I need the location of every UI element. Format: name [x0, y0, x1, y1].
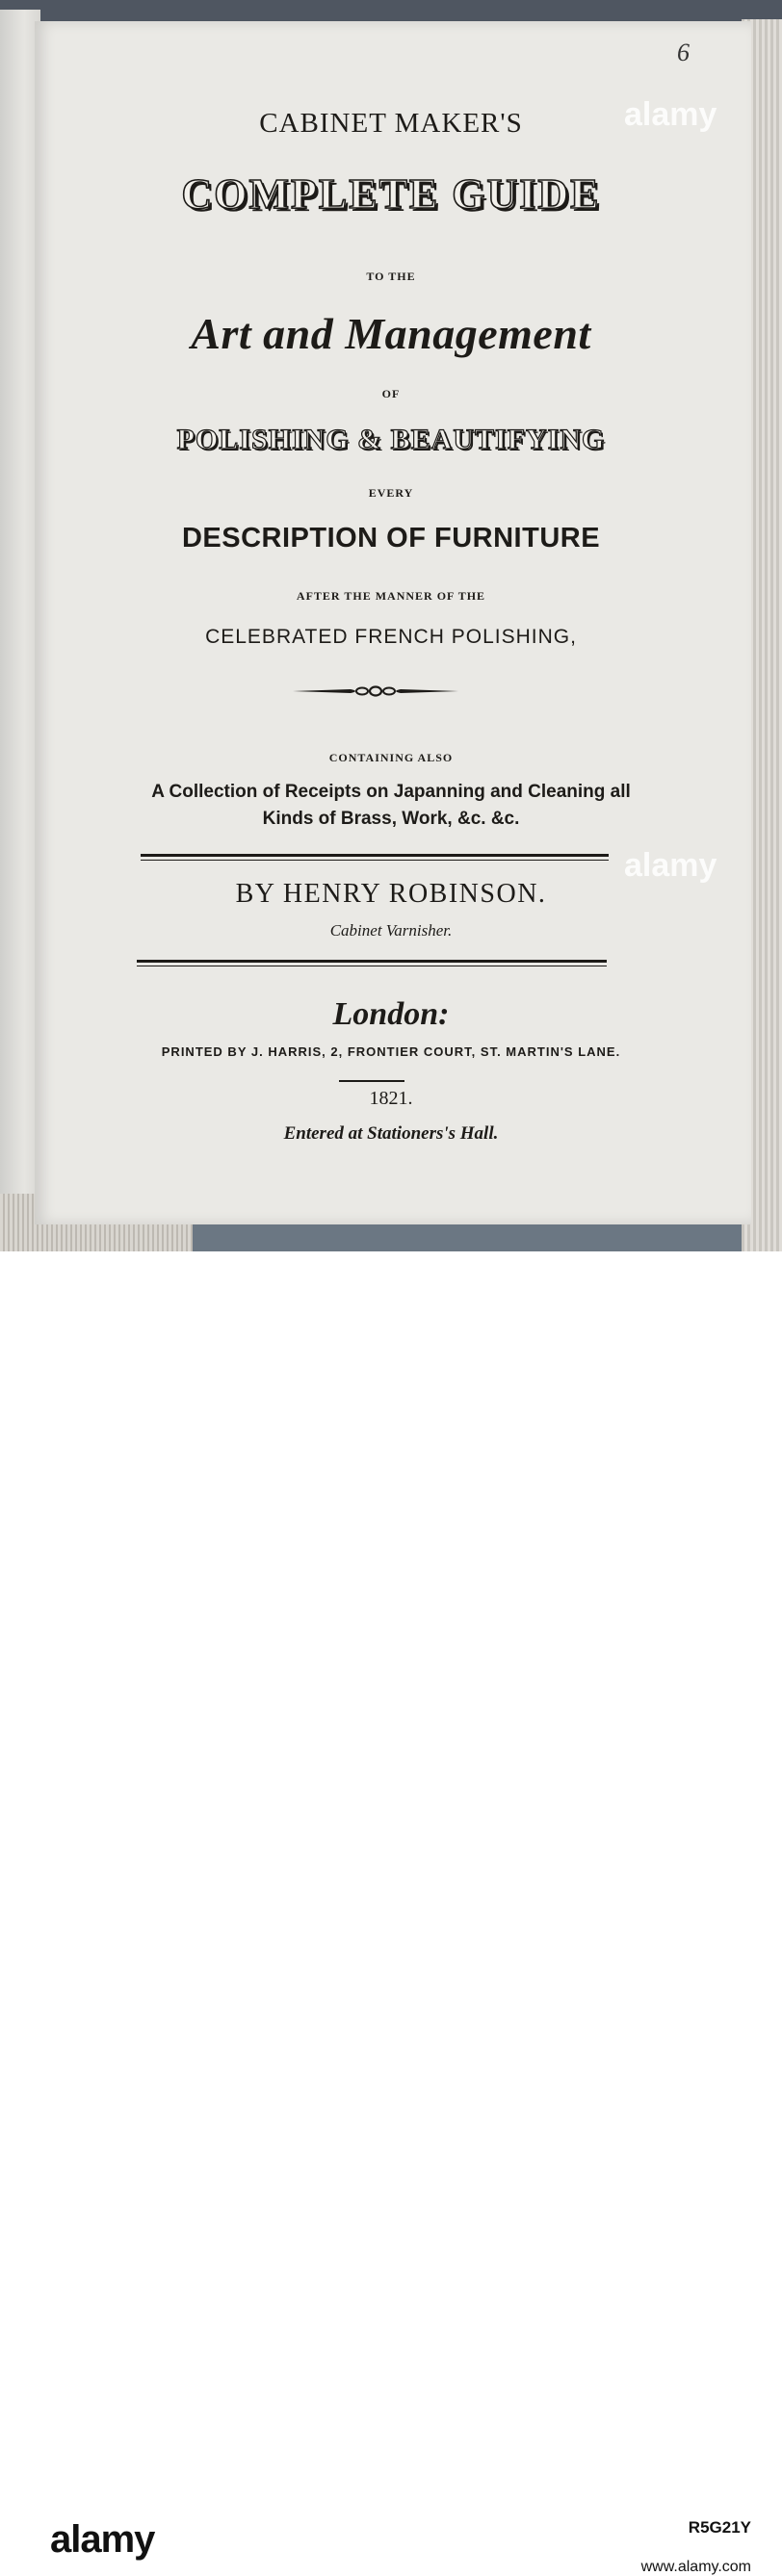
image-info: [616, 2518, 751, 2576]
imprint-printer: PRINTED BY J. HARRIS, 2, FRONTIER COURT, ST. MARTIN'S LANE.: [161, 1044, 621, 1059]
title-line-3: TO THE: [366, 270, 416, 283]
rule-bottom: [137, 960, 607, 963]
site-url: www.alamy.com: [640, 2559, 751, 2575]
imprint-year: 1821.: [369, 1088, 413, 1109]
title-line-1: CABINET MAKER'S: [259, 108, 523, 139]
book-photo: [0, 0, 782, 1251]
author-role: Cabinet Varnisher.: [329, 921, 453, 940]
page-number: 6: [677, 39, 690, 66]
imprint-city: London:: [332, 996, 450, 1032]
title-line-6: POLISHING & BEAUTIFYING: [176, 424, 606, 455]
title-line-9: AFTER THE MANNER OF THE: [296, 589, 486, 603]
title-line-10: CELEBRATED FRENCH POLISHING,: [205, 626, 577, 648]
ornament-divider: [293, 682, 458, 701]
imprint-entered: Entered at Stationers's Hall.: [283, 1123, 499, 1144]
alamy-logo: alamy: [50, 2518, 155, 2561]
stock-footer: [0, 1251, 782, 2575]
rule-top-thin: [141, 860, 609, 861]
watermark: alamy: [624, 847, 717, 884]
rule-short: [339, 1080, 404, 1082]
title-line-7: EVERY: [368, 486, 414, 500]
image-id: R5G21Y: [688, 2518, 751, 2537]
top-edge: [0, 0, 782, 21]
title-line-2: COMPLETE GUIDE: [181, 170, 601, 218]
title-line-4: Art and Management: [191, 309, 591, 358]
title-line-5: OF: [381, 387, 401, 400]
author-name: BY HENRY ROBINSON.: [235, 879, 547, 909]
watermark: alamy: [624, 96, 717, 133]
contents-line-2: Kinds of Brass, Work, &c. &c.: [262, 809, 520, 829]
contents-line-1: A Collection of Receipts on Japanning and Cleaning all: [151, 782, 631, 802]
contents-heading: CONTAINING ALSO: [328, 751, 454, 764]
rule-top: [141, 854, 609, 857]
title-line-8: DESCRIPTION OF FURNITURE: [181, 523, 601, 554]
